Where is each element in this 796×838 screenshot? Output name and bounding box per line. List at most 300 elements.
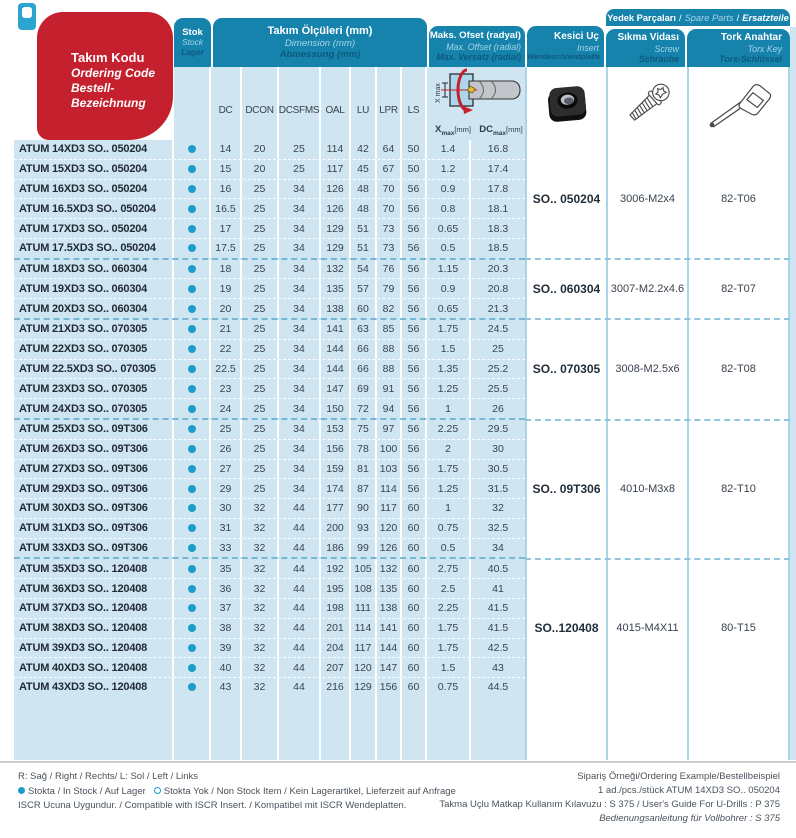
dc-value: 35 [211,559,242,578]
in-stock-dot [188,325,196,333]
ordering-example-title: Sipariş Örneği/Ordering Example/Bestellbeispiel [577,771,780,782]
oal-value: 177 [321,499,351,518]
in-stock-dot [188,445,196,453]
lpr-value: 117 [377,499,402,518]
dcmax-value: 18.1 [487,202,509,215]
ordering-example-code: 1 ad./pcs./stück ATUM 14XD3 SO.. 050204 [598,785,780,796]
max-offset-label-tr: Maks. Ofset (radyal) [429,30,521,42]
dcsfms-value: 34 [279,180,321,199]
in-stock-dot [188,585,196,593]
oal-value: 204 [321,639,351,658]
dcon-value: 32 [242,519,279,538]
stock-label-de: Lager [181,47,204,58]
screw-code: 3008-M2.5x6 [606,320,687,418]
screw-code: 4010-M3x8 [606,421,687,558]
lpr-value: 70 [377,180,402,199]
xmax-value: 2.5 [427,579,471,598]
ls-value: 60 [402,599,427,618]
table-right-edge [790,27,796,760]
oal-value: 114 [321,140,351,159]
dcmax-value: 30.5 [487,462,509,475]
in-stock-dot [188,544,196,552]
insert-shape-icon-inner [22,7,32,18]
lu-value: 117 [351,639,377,658]
spare-parts-group [525,260,790,321]
tool-code: ATUM 22.5XD3 SO.. 070305 [14,360,174,379]
stock-cell [174,160,211,179]
screw-photo-icon [620,78,676,130]
ordering-code-title-tr: Takım Kodu [71,50,145,65]
stock-cell [174,279,211,298]
spare-parts-group [525,560,790,697]
max-offset-label-de: Max. Versatz (radial) [436,52,521,63]
stock-cell [174,379,211,398]
in-stock-dot [188,385,196,393]
oal-value: 147 [321,379,351,398]
dcon-value: 25 [242,219,279,238]
dcon-value: 25 [242,460,279,479]
separator: / [736,12,740,23]
ordering-code-title-de: Bestell-Bezeichnung [71,81,146,111]
dcsfms-value: 34 [279,320,321,339]
dcmax-value: 25.5 [487,382,509,395]
xmax-value: 0.65 [427,299,471,318]
spare-parts-label-tr: Yedek Parçaları [607,12,676,23]
dcmax-unit: [mm] [506,125,523,135]
dcsfms-value: 34 [279,420,321,439]
dc-value: 37 [211,599,242,618]
ordering-code-box [37,12,173,140]
insert-photo-icon [540,80,594,128]
tool-code: ATUM 15XD3 SO.. 050204 [14,160,174,179]
in-stock-dot [188,504,196,512]
dcon-value: 25 [242,399,279,418]
ls-value: 56 [402,399,427,418]
lu-value: 129 [351,678,377,697]
torx-key-label-tr: Tork Anahtar [720,31,782,43]
dcmax-value: 25.2 [487,362,509,375]
table-row [14,199,525,219]
spare-parts-group [525,421,790,560]
table-row [14,399,525,420]
insert-code: SO.. 070305 [525,320,606,418]
screw-label-en: Screw [654,43,679,54]
ls-value: 50 [402,140,427,159]
xmax-value: 0.8 [427,199,471,218]
tool-code: ATUM 17.5XD3 SO.. 050204 [14,239,174,258]
dcon-value: 25 [242,479,279,498]
dcmax-value: 16.8 [487,143,509,156]
table-row [14,420,525,440]
lu-value: 63 [351,320,377,339]
insert-code: SO.. 060304 [525,260,606,319]
table-row [14,619,525,639]
tool-code: ATUM 18XD3 SO.. 060304 [14,260,174,279]
lpr-value: 82 [377,299,402,318]
dc-value: 39 [211,639,242,658]
dcmax-value: 41 [492,582,504,595]
tool-code: ATUM 31XD3 SO.. 09T306 [14,519,174,538]
table-row [14,678,525,697]
xmax-value: 1.2 [427,160,471,179]
insert-code: SO..120408 [525,560,606,697]
lpr-value: 64 [377,140,402,159]
xmax-value: 0.5 [427,539,471,558]
dc-value: 40 [211,658,242,677]
dcon-value: 25 [242,199,279,218]
ls-value: 56 [402,180,427,199]
dcsfms-value: 34 [279,360,321,379]
col-header-dc: DC [211,67,242,140]
xmax-value: 1.15 [427,260,471,279]
dcsfms-value: 44 [279,519,321,538]
lu-value: 90 [351,499,377,518]
dcmax-value: 43 [492,661,504,674]
ls-value: 56 [402,199,427,218]
dcon-value: 25 [242,340,279,359]
table-row [14,559,525,579]
dcon-value: 32 [242,579,279,598]
ls-value: 56 [402,460,427,479]
dcmax-value: 41.5 [487,622,509,635]
table-row [14,479,525,499]
users-guide-note-de: Bedienungsanleitung für Vollbohrer : S 375 [599,813,780,824]
dc-value: 25 [211,420,242,439]
col-header-lu: LU [351,67,377,140]
dc-value: 38 [211,619,242,638]
lpr-value: 144 [377,639,402,658]
col-header-dcsfms: DCSFMS [279,67,321,140]
insert-column-header [527,26,604,67]
oal-value: 207 [321,658,351,677]
dcmax-value: 42.5 [487,641,509,654]
footer-divider [0,761,796,763]
in-stock-dot [188,405,196,413]
filler-cell [427,697,471,760]
dc-value: 16.5 [211,199,242,218]
dcsfms-value: 44 [279,658,321,677]
lu-value: 51 [351,239,377,258]
lpr-value: 141 [377,619,402,638]
oal-value: 153 [321,420,351,439]
dcon-value: 20 [242,160,279,179]
xmax-value: 0.5 [427,239,471,258]
col-header-dcon: DCON [242,67,279,140]
tool-code: ATUM 39XD3 SO.. 120408 [14,639,174,658]
dc-value: 22 [211,340,242,359]
table-row [14,160,525,180]
data-rows [14,140,525,697]
lu-value: 120 [351,658,377,677]
dimensions-label-en: Dimension (mm) [284,37,356,49]
dcon-value: 32 [242,539,279,558]
dcon-value: 25 [242,180,279,199]
oal-value: 200 [321,519,351,538]
lu-value: 105 [351,559,377,578]
legend-non-stock: Stokta Yok / Non Stock Item / Kein Lagerartikel, Lieferzeit auf Anfrage [163,785,456,797]
insert-shape-icon [18,3,36,30]
xmax-value: 1.4 [427,140,471,159]
xmax-value: 2.75 [427,559,471,578]
tool-code: ATUM 40XD3 SO.. 120408 [14,658,174,677]
in-stock-dot [188,485,196,493]
xmax-value: 1.75 [427,320,471,339]
table-row [14,219,525,239]
lu-value: 45 [351,160,377,179]
tool-code: ATUM 17XD3 SO.. 050204 [14,219,174,238]
dcmax-value: 26 [492,402,504,415]
xmax-unit: [mm] [454,125,472,135]
dcsfms-value: 34 [279,260,321,279]
tool-code: ATUM 24XD3 SO.. 070305 [14,399,174,418]
in-stock-dot [188,524,196,532]
table-row [14,460,525,480]
ls-value: 56 [402,320,427,339]
dc-value: 14 [211,140,242,159]
ls-value: 60 [402,559,427,578]
xmax-value: 1 [427,399,471,418]
dcon-value: 32 [242,678,279,697]
dcsfms-value: 34 [279,460,321,479]
ls-value: 60 [402,658,427,677]
filler-cell [211,697,242,760]
stock-cell [174,340,211,359]
stock-column-header [174,18,211,67]
stock-cell [174,420,211,439]
offset-unit-labels [429,124,525,137]
dc-value: 22.5 [211,360,242,379]
filler-cell [321,697,351,760]
stock-cell [174,599,211,618]
torx-key-column-header [687,29,790,67]
oal-value: 186 [321,539,351,558]
table-row [14,579,525,599]
lpr-value: 91 [377,379,402,398]
oal-value: 216 [321,678,351,697]
table-row [14,260,525,280]
dc-value: 31 [211,519,242,538]
table-row [14,180,525,200]
in-stock-dot [188,365,196,373]
dc-value: 21 [211,320,242,339]
lu-value: 48 [351,199,377,218]
lu-value: 78 [351,440,377,459]
footer-legend [18,770,456,814]
oal-value: 126 [321,180,351,199]
users-guide-note: Takma Uçlu Matkap Kullanım Kılavuzu : S 375 / User's Guide For U-Drills : P 375 [439,799,780,810]
lpr-value: 156 [377,678,402,697]
filler-cell [471,697,525,760]
xmax-value: 1.75 [427,460,471,479]
dcsfms-value: 44 [279,579,321,598]
offset-diagram-icon [429,67,525,114]
screw-code: 3007-M2.2x4.6 [606,260,687,319]
oal-value: 192 [321,559,351,578]
dc-value: 19 [211,279,242,298]
xmax-value: 1.5 [427,658,471,677]
ls-value: 50 [402,160,427,179]
xmax-value: 1.5 [427,340,471,359]
lu-value: 108 [351,579,377,598]
tool-code: ATUM 27XD3 SO.. 09T306 [14,460,174,479]
stock-cell [174,619,211,638]
stock-cell [174,519,211,538]
oal-value: 141 [321,320,351,339]
insert-code: SO.. 09T306 [525,421,606,558]
dcmax-unit-label [477,124,525,137]
filler-cell [174,697,211,760]
dcsfms-value: 44 [279,619,321,638]
filler-cell [525,697,606,760]
in-stock-dot-icon [18,787,25,794]
lu-value: 114 [351,619,377,638]
ls-value: 56 [402,299,427,318]
stock-subheader [174,67,211,140]
stock-cell [174,639,211,658]
table-row [14,379,525,399]
dcmax-value: 31.5 [487,482,509,495]
in-stock-dot [188,305,196,313]
stock-label-tr: Stok [182,26,203,38]
col-header-ls: LS [402,67,427,140]
lpr-value: 85 [377,320,402,339]
in-stock-dot [188,225,196,233]
dcsfms-value: 44 [279,499,321,518]
dcon-value: 32 [242,658,279,677]
dcmax-value: 17.8 [487,182,509,195]
oal-value: 159 [321,460,351,479]
ls-value: 56 [402,279,427,298]
torx-code: 82-T08 [687,320,790,418]
legend-direction: R: Sağ / Right / Rechts/ L: Sol / Left / Links [18,771,199,782]
lu-value: 42 [351,140,377,159]
lu-value: 111 [351,599,377,618]
dcsfms-value: 34 [279,199,321,218]
stock-cell [174,539,211,558]
screw-code: 4015-M4X11 [606,560,687,697]
oal-value: 144 [321,360,351,379]
lu-value: 57 [351,279,377,298]
stock-cell [174,180,211,199]
oal-value: 126 [321,199,351,218]
dcsfms-value: 44 [279,678,321,697]
dcsfms-value: 25 [279,140,321,159]
dcsfms-value: 44 [279,539,321,558]
xmax-value: 1.75 [427,619,471,638]
ls-value: 56 [402,360,427,379]
filler-cell [687,697,790,760]
in-stock-dot [188,345,196,353]
ls-value: 56 [402,440,427,459]
lpr-value: 132 [377,559,402,578]
lpr-value: 94 [377,399,402,418]
dc-value: 17.5 [211,239,242,258]
in-stock-dot [188,683,196,691]
lu-value: 72 [351,399,377,418]
table-row [14,440,525,460]
screw-label-tr: Sıkma Vidası [617,31,679,43]
dcsfms-value: 34 [279,219,321,238]
torx-key-photo-icon [701,77,777,131]
dcmax-value: 20.3 [487,263,509,276]
stock-cell [174,140,211,159]
dc-value: 29 [211,479,242,498]
lpr-value: 88 [377,340,402,359]
max-offset-subheader [429,67,525,140]
lu-value: 66 [351,360,377,379]
spare-parts-label-de: Ersatzteile [742,12,789,23]
xmax-value: 2.25 [427,420,471,439]
stock-cell [174,260,211,279]
dcmax-value: 24.5 [487,323,509,336]
table-row [14,299,525,320]
xmax-base: X [434,124,442,136]
oal-value: 150 [321,399,351,418]
non-stock-dot-icon [154,787,161,794]
in-stock-dot [188,465,196,473]
tool-code: ATUM 38XD3 SO.. 120408 [14,619,174,638]
stock-cell [174,399,211,418]
dcsfms-value: 34 [279,299,321,318]
dcon-value: 25 [242,260,279,279]
in-stock-dot [188,644,196,652]
dc-value: 43 [211,678,242,697]
ls-value: 56 [402,479,427,498]
dimensions-column-header [213,18,427,67]
oal-value: 132 [321,260,351,279]
xmax-value: 0.9 [427,180,471,199]
dcon-value: 32 [242,499,279,518]
lpr-value: 147 [377,658,402,677]
stock-cell [174,440,211,459]
lu-value: 69 [351,379,377,398]
dcmax-value: 32 [492,502,504,515]
xmax-unit-label [429,124,477,137]
filler-cell [14,697,174,760]
lpr-value: 120 [377,519,402,538]
tool-code: ATUM 33XD3 SO.. 09T306 [14,539,174,558]
dcsfms-value: 34 [279,239,321,258]
oal-value: 138 [321,299,351,318]
tool-code: ATUM 36XD3 SO.. 120408 [14,579,174,598]
dcon-value: 25 [242,320,279,339]
torx-key-label-de: Torx-Schlüssel [719,53,782,64]
tool-code: ATUM 37XD3 SO.. 120408 [14,599,174,618]
legend-stock [18,785,456,800]
tool-code: ATUM 25XD3 SO.. 09T306 [14,420,174,439]
footer-ordering-example [439,770,780,826]
screw-label-de: Schraube [638,53,679,64]
dcmax-sub: max [493,130,507,137]
ls-value: 60 [402,639,427,658]
lpr-value: 100 [377,440,402,459]
dcsfms-value: 34 [279,279,321,298]
tool-code: ATUM 43XD3 SO.. 120408 [14,678,174,697]
stock-cell [174,199,211,218]
filler-cell [606,697,687,760]
table-row [14,519,525,539]
oal-value: 174 [321,479,351,498]
dcon-value: 25 [242,360,279,379]
ordering-code-title-en: Ordering Code [71,66,156,81]
dcmax-value: 17.4 [487,163,509,176]
offset-diagram-xmax-label: X max [435,83,442,103]
bottom-filler-left [14,697,525,760]
dcmax-value: 18.3 [487,222,509,235]
lpr-value: 73 [377,239,402,258]
tool-code: ATUM 23XD3 SO.. 070305 [14,379,174,398]
dcsfms-value: 25 [279,160,321,179]
